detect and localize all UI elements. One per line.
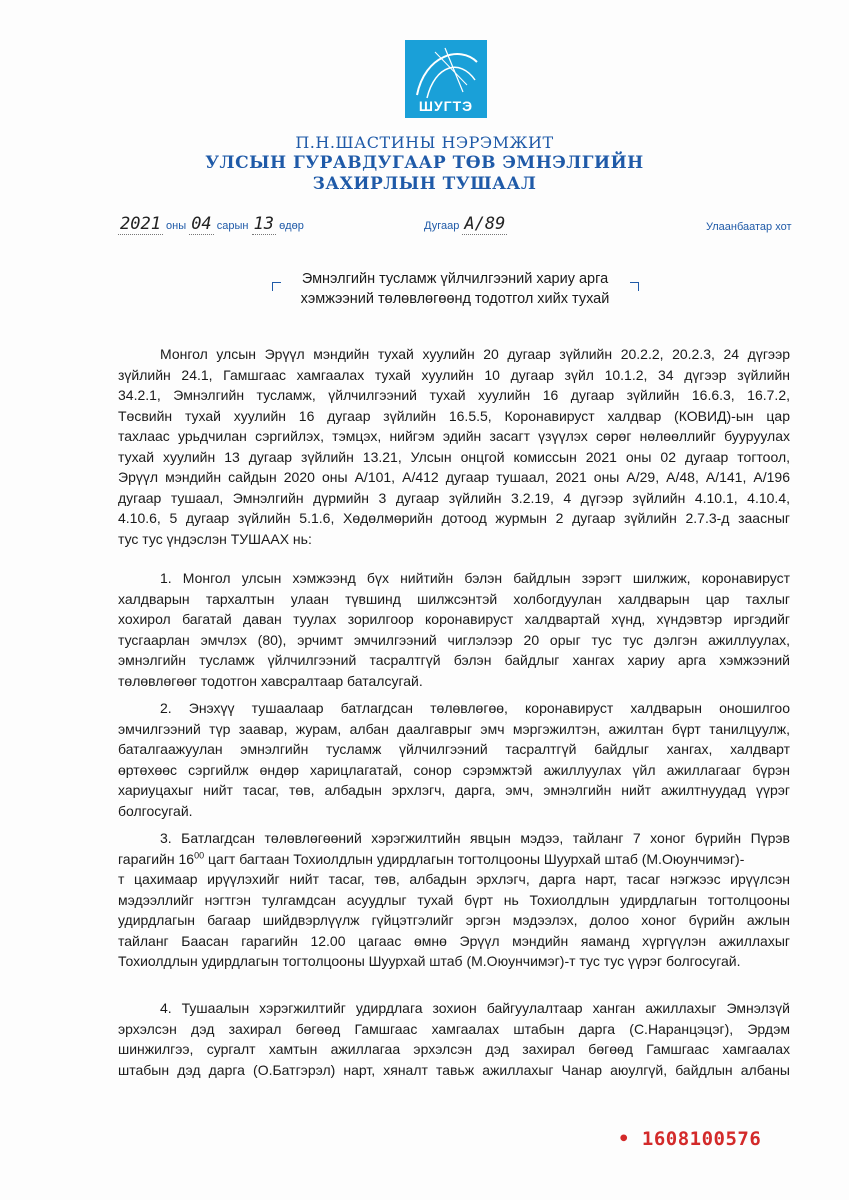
order-subject xyxy=(290,269,620,309)
order-city: Улаанбаатар хот xyxy=(706,221,792,233)
order-number-value: А/89 xyxy=(464,214,506,234)
text-line: дугаар тушаал, Эмнэлгийн дүрмийн 3 дугаар зүйлийн 3.2.19, 4 дүгээр зүйлийн 4.10.1, 4.10.4, xyxy=(118,489,790,506)
clause-2 xyxy=(118,698,790,821)
text-line: 3. Батлагдсан төлөвлөгөөний хэрэгжилтийн явцын мэдээ, тайланг 7 хоног бүрийн Пүрэв xyxy=(160,830,790,846)
order-date xyxy=(118,214,304,235)
text-line xyxy=(118,849,790,870)
text-line: Эрүүл мэндийн сайдын 2020 оны А/101, А/412 дугаар тушаал, 2021 оны А/29, А/48, А/141, А/196 xyxy=(118,469,790,485)
logo-arc-icon xyxy=(405,40,487,100)
clause-3 xyxy=(118,828,790,972)
text-line: өртөхөөс сэргийлж өндөр харицлагатай, сонор сэрэмжтэй ажиллуулах үйл ажиллагааг бүрэн xyxy=(118,761,790,778)
logo-text: ШУГТЭ xyxy=(418,98,474,114)
order-number xyxy=(424,214,507,235)
text-line: 4. Тушаалын хэрэгжилтийг удирдлага зохион байгуулалтаар ханган ажиллахыг Эмнэлзүй xyxy=(160,1000,790,1016)
text-line: 34.2.1, Эмнэлгийн тусламж, үйлчилгээний тухай хуулийн 16 дугаар зүйлийн 16.6.3, 16.7.2, xyxy=(118,387,790,403)
header-line-1: П.Н.ШАСТИНЫ НЭРЭМЖИТ xyxy=(295,133,554,152)
text-line: халдварын тархалтын улаан түвшинд шилжсэнтэй холбогдуулан халдварын цар тахлыг xyxy=(118,590,790,607)
order-number-label: Дугаар xyxy=(424,220,460,232)
subject-corner-right xyxy=(630,282,639,291)
text-line: 1. Монгол улсын хэмжээнд бүх нийтийн бэлэн байдлын зэрэгт шилжиж, коронавируст xyxy=(160,570,790,586)
text-line: шинжилгээ, сургалт хамтын ажиллагаа эрхэлсэн дэд захирал бөгөөд Гамшгаас хамгаалах xyxy=(118,1041,790,1057)
text-line: хариуцахыг нийт тасаг, төв, албадын эрхлэгч, дарга, эмч, эмнэлгийн нийт ажилтнуудад үүрэг xyxy=(118,782,790,798)
text-line: тус тус үндэслэн ТУШААХ нь: xyxy=(118,530,312,547)
text-line: тахлаас урьдчилан сэргийлэх, тэмцэх, нийгэм эдийн засагт үзүүлэх сөрөг нөлөөллийг бууруулах xyxy=(118,428,790,444)
serial-number-stamp: • 1608100576 xyxy=(618,1128,762,1150)
text-line: штабын дэд дарга (О.Батгэрэл) нарт, хяналт тавьж ажиллахыг Чанар аюулгүй, байдлын албаны xyxy=(118,1061,790,1078)
text-line: Тохиолдлын удирдлагын тогтолцооны Шуурхай штаб (М.Оюунчимэг)-т тус тус үүрэг болгосугай. xyxy=(118,953,741,969)
text-line: тусгаарлан эмчлэх (80), эрчимт эмчилгээний чиглэлээр 20 орыг тус тус дэлгэн ажиллуулах, xyxy=(118,631,790,648)
text-line: Төсвийн тухай хуулийн 16 дугаар зүйлийн 16.5.5, Коронавируст халдвар (КОВИД)-ын цар xyxy=(118,407,790,424)
date-year: 2021 xyxy=(120,214,161,234)
date-month-suffix: сарын xyxy=(216,220,249,232)
text-line: мэдээллийг нэгтгэн тулгамдсан асуудлыг тухай бүрт нь Тохиолдлын удирдлагын тогтолцооны xyxy=(118,891,790,908)
superscript-minutes: 00 xyxy=(194,849,205,860)
subject-line-2: хэмжээний төлөвлөгөөнд тодотгол хийх тухай xyxy=(300,291,610,307)
text-line: болгосугай. xyxy=(118,802,193,819)
text-fragment: цагт багтаан Тохиолдлын удирдлагын тогтолцооны Шуурхай штаб (М.Оюунчимэг)- xyxy=(204,850,745,867)
date-day: 13 xyxy=(253,214,274,234)
subject-line-1: Эмнэлгийн тусламж үйлчилгээний хариу арга xyxy=(301,271,609,287)
date-month: 04 xyxy=(191,214,212,234)
text-line: эмчилгээний түр заавар, журам, албан даалгаврыг эмч мэргэжилтэн, ажилтан бүрт танилцуулж, xyxy=(118,720,790,737)
date-day-suffix: өдөр xyxy=(279,220,304,232)
hospital-logo xyxy=(405,40,487,118)
text-line: хохирол багатай даван туулах зорилгоор коронавируст халдвартай хүнд, хүндэвтэр иргэдийг xyxy=(118,611,790,627)
text-line: т цахимаар ирүүлэхийг нийт тасаг, төв, албадын эрхлэгч, дарга нарт, тасаг нэгжээс ирүүлсэн xyxy=(118,871,790,887)
text-fragment: гарагийн 16 xyxy=(118,850,195,867)
clause-4 xyxy=(118,998,790,1080)
text-line: 4.10.6, 5 дугаар зүйлийн 5.1.6, Хөдөлмөрийн дотоод журмын 2 дугаар зүйлийн 2.7.3-д заасныг xyxy=(118,510,790,526)
text-line: тайланг Баасан гарагийн 12.00 цагаас өмнө Эрүүл мэндийн яаманд хүргүүлэн ажиллахыг xyxy=(118,932,790,949)
header-line-3: ЗАХИРЛЫН ТУШААЛ xyxy=(312,174,537,194)
date-year-suffix: оны xyxy=(166,220,187,232)
text-line: эмнэлгийн тусламж үйлчилгээний тасралтгүй бэлэн байдлыг хангах хариу арга хэмжээний xyxy=(118,652,790,668)
text-line: удирдлагын багаар шийдвэрлүүлж гүйцэтгэлийг эргэн мэдээлэх, долоо хоног бүрийн ажлын xyxy=(118,912,790,928)
clause-1 xyxy=(118,568,790,691)
preamble-paragraph xyxy=(118,344,790,549)
text-line: эрхэлсэн дэд захирал бөгөөд Гамшгаас хамгаалах штабын дарга (С.Наранцэцэг), Эрдэм xyxy=(118,1020,790,1037)
subject-corner-left xyxy=(272,282,281,291)
text-line: төлөвлөгөөг тодотгон хавсралтаар баталсугай. xyxy=(118,672,423,689)
text-line: Монгол улсын Эрүүл мэндийн тухай хуулийн 20 дугаар зүйлийн 20.2.2, 20.2.3, 24 дүгээр xyxy=(160,346,790,362)
text-line: тухай хуулийн 13 дугаар зүйлийн 13.21, Улсын онцгой комиссын 2021 оны 02 дугаар тогтоол, xyxy=(118,448,790,465)
text-line: 2. Энэхүү тушаалаар батлагдсан төлөвлөгөө, коронавируст халдварын оношилгоо xyxy=(160,700,790,716)
text-line: баталгаажуулан эмнэлгийн тусламж үйлчилгээний тасралтгүй байдлыг хангах, халдварт xyxy=(118,741,790,757)
header-line-2: УЛСЫН ГУРАВДУГААР ТӨВ ЭМНЭЛГИЙН xyxy=(205,153,644,173)
text-line: зүйлийн 24.1, Гамшгаас хамгаалах тухай хуулийн 10 дугаар зүйл 10.1.2, 34 дүгээр зүйлийн xyxy=(118,366,790,383)
